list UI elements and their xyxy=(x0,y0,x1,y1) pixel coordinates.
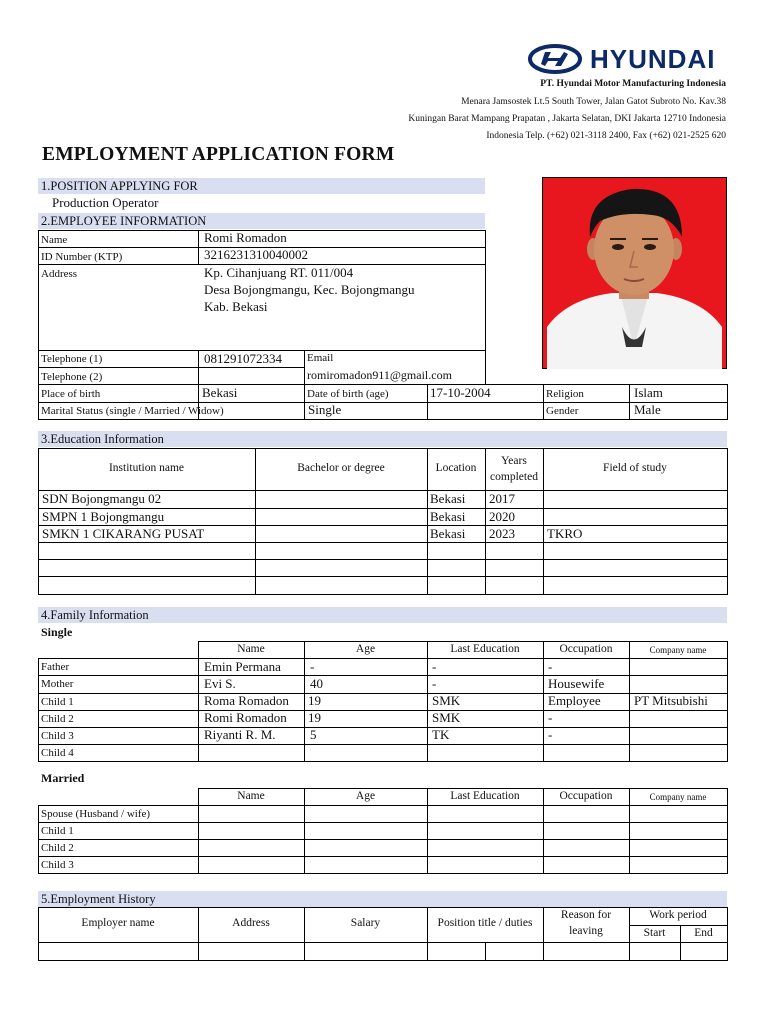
edu-header-field: Field of study xyxy=(603,462,667,474)
edu-row1-location: Bekasi xyxy=(430,491,466,506)
marital-status-value: Single xyxy=(308,402,342,417)
telephone1-label: Telephone (1) xyxy=(41,353,103,365)
date-of-birth-value: 17-10-2004 xyxy=(430,385,491,400)
married-row-child1-label: Child 1 xyxy=(41,825,74,837)
edu-header-location: Location xyxy=(435,462,477,474)
emp-header-position: Position title / duties xyxy=(437,917,533,929)
telephone2-label: Telephone (2) xyxy=(41,371,103,383)
company-address-line2: Kuningan Barat Mampang Prapatan , Jakarta Selatan, DKI Jakarta 12710 Indonesia xyxy=(408,114,726,124)
place-of-birth-value: Bekasi xyxy=(202,385,238,400)
applicant-photo xyxy=(542,177,727,369)
brand-wordmark: HYUNDAI xyxy=(590,44,716,74)
edu-row3-field: TKRO xyxy=(547,526,583,541)
applicant-photo-image xyxy=(542,177,727,369)
single-row-mother-name: Evi S. xyxy=(204,676,236,691)
single-header-education: Last Education xyxy=(450,643,520,655)
single-row-child3-education: TK xyxy=(432,727,450,742)
single-row-child1-occupation: Employee xyxy=(548,693,601,708)
single-row-child1-age: 19 xyxy=(308,693,321,708)
single-row-father-name: Emin Permana xyxy=(204,659,281,674)
married-header-education: Last Education xyxy=(450,790,520,802)
single-row-child3-occupation: - xyxy=(548,727,553,742)
married-row-child2-label: Child 2 xyxy=(41,842,74,854)
single-row-child2-education: SMK xyxy=(432,710,461,725)
single-row-child1-education: SMK xyxy=(432,693,461,708)
edu-row1-institution: SDN Bojongmangu 02 xyxy=(42,491,162,506)
single-header-company: Company name xyxy=(649,645,707,655)
single-row-child3-age: 5 xyxy=(310,727,317,742)
email-label: Email xyxy=(307,352,334,364)
single-row-child2-age: 19 xyxy=(308,710,321,725)
address-label: Address xyxy=(41,268,78,280)
single-row-father-education: - xyxy=(432,659,437,674)
single-row-mother-education: - xyxy=(432,676,437,691)
single-row-mother-occupation: Housewife xyxy=(548,676,605,691)
emp-header-address: Address xyxy=(232,917,270,929)
single-row-child2-label: Child 2 xyxy=(41,713,74,725)
emp-header-end: End xyxy=(694,927,713,939)
position-value: Production Operator xyxy=(52,195,159,210)
edu-header-years: Years xyxy=(501,455,527,467)
section-education-header: 3.Education Information xyxy=(38,431,727,447)
emp-header-work-period: Work period xyxy=(649,909,707,921)
single-row-child4-label: Child 4 xyxy=(41,747,74,759)
single-row-father-occupation: - xyxy=(548,659,553,674)
married-header-company: Company name xyxy=(649,792,707,802)
edu-header-degree: Bachelor or degree xyxy=(297,462,385,474)
emp-header-salary: Salary xyxy=(350,917,381,929)
single-row-child1-label: Child 1 xyxy=(41,696,74,708)
gender-value: Male xyxy=(634,402,661,417)
single-header-age: Age xyxy=(355,643,376,655)
company-address-line1: Menara Jamsostek Lt.5 South Tower, Jalan Gatot Subroto No. Kav.38 xyxy=(461,97,726,107)
single-row-child3-label: Child 3 xyxy=(41,730,74,742)
section-family-header: 4.Family Information xyxy=(38,607,727,623)
edu-row3-year: 2023 xyxy=(489,526,515,541)
emp-header-leaving: leaving xyxy=(569,925,603,937)
religion-label: Religion xyxy=(546,388,584,400)
hyundai-emblem-icon xyxy=(528,44,582,74)
emp-header-reason: Reason for xyxy=(560,909,612,921)
married-header-name: Name xyxy=(237,790,265,802)
married-row-child3-label: Child 3 xyxy=(41,859,74,871)
edu-header-completed: completed xyxy=(490,471,538,483)
place-of-birth-label: Place of birth xyxy=(41,388,101,400)
married-row-spouse-label: Spouse (Husband / wife) xyxy=(41,808,151,820)
id-label: ID Number (KTP) xyxy=(41,251,123,263)
single-row-father-label: Father xyxy=(41,661,70,673)
company-contact-line: Indonesia Telp. (+62) 021-3118 2400, Fax (+62) 021-2525 620 xyxy=(486,131,726,141)
married-label: Married xyxy=(41,771,85,785)
id-value: 3216231310040002 xyxy=(204,247,308,262)
single-row-child1-name: Roma Romadon xyxy=(204,693,289,708)
single-label: Single xyxy=(41,625,73,639)
company-name: PT. Hyundai Motor Manufacturing Indonesia xyxy=(540,79,726,89)
address-line3: Kab. Bekasi xyxy=(204,299,268,314)
edu-row2-institution: SMPN 1 Bojongmangu xyxy=(42,509,165,524)
single-row-father-age: - xyxy=(310,659,315,674)
name-value: Romi Romadon xyxy=(204,230,287,245)
address-line2: Desa Bojongmangu, Kec. Bojongmangu xyxy=(204,282,415,297)
edu-row3-location: Bekasi xyxy=(430,526,466,541)
edu-row3-institution: SMKN 1 CIKARANG PUSAT xyxy=(42,526,205,541)
single-row-mother-label: Mother xyxy=(41,678,74,690)
religion-value: Islam xyxy=(634,385,663,400)
single-row-mother-age: 40 xyxy=(310,676,323,691)
married-header-occupation: Occupation xyxy=(559,790,613,802)
name-label: Name xyxy=(41,234,68,246)
address-line1: Kp. Cihanjuang RT. 011/004 xyxy=(204,265,354,280)
section-employment-header: 5.Employment History xyxy=(38,891,727,907)
single-row-child2-occupation: - xyxy=(548,710,553,725)
edu-row2-location: Bekasi xyxy=(430,509,466,524)
date-of-birth-label: Date of birth (age) xyxy=(307,388,389,400)
emp-header-employer: Employer name xyxy=(81,917,155,929)
edu-row1-year: 2017 xyxy=(489,491,515,506)
telephone1-value: 081291072334 xyxy=(204,351,282,366)
gender-label: Gender xyxy=(546,405,579,417)
hyundai-logo xyxy=(528,44,728,74)
email-value: romiromadon911@gmail.com xyxy=(307,368,452,382)
edu-header-institution: Institution name xyxy=(108,462,185,474)
single-header-occupation: Occupation xyxy=(559,643,613,655)
married-header-age: Age xyxy=(355,790,376,802)
emp-header-start: Start xyxy=(643,927,666,939)
single-row-child2-name: Romi Romadon xyxy=(204,710,287,725)
single-row-child3-name: Riyanti R. M. xyxy=(204,727,276,742)
section-position-header: 1.POSITION APPLYING FOR xyxy=(38,178,485,194)
form-title: EMPLOYMENT APPLICATION FORM xyxy=(42,144,395,165)
single-header-name: Name xyxy=(237,643,265,655)
edu-row2-year: 2020 xyxy=(489,509,515,524)
section-employee-header: 2.EMPLOYEE INFORMATION xyxy=(38,213,485,229)
marital-status-label: Marital Status (single / Married / Widow) xyxy=(41,405,224,417)
single-row-child1-company: PT Mitsubishi xyxy=(634,693,708,708)
